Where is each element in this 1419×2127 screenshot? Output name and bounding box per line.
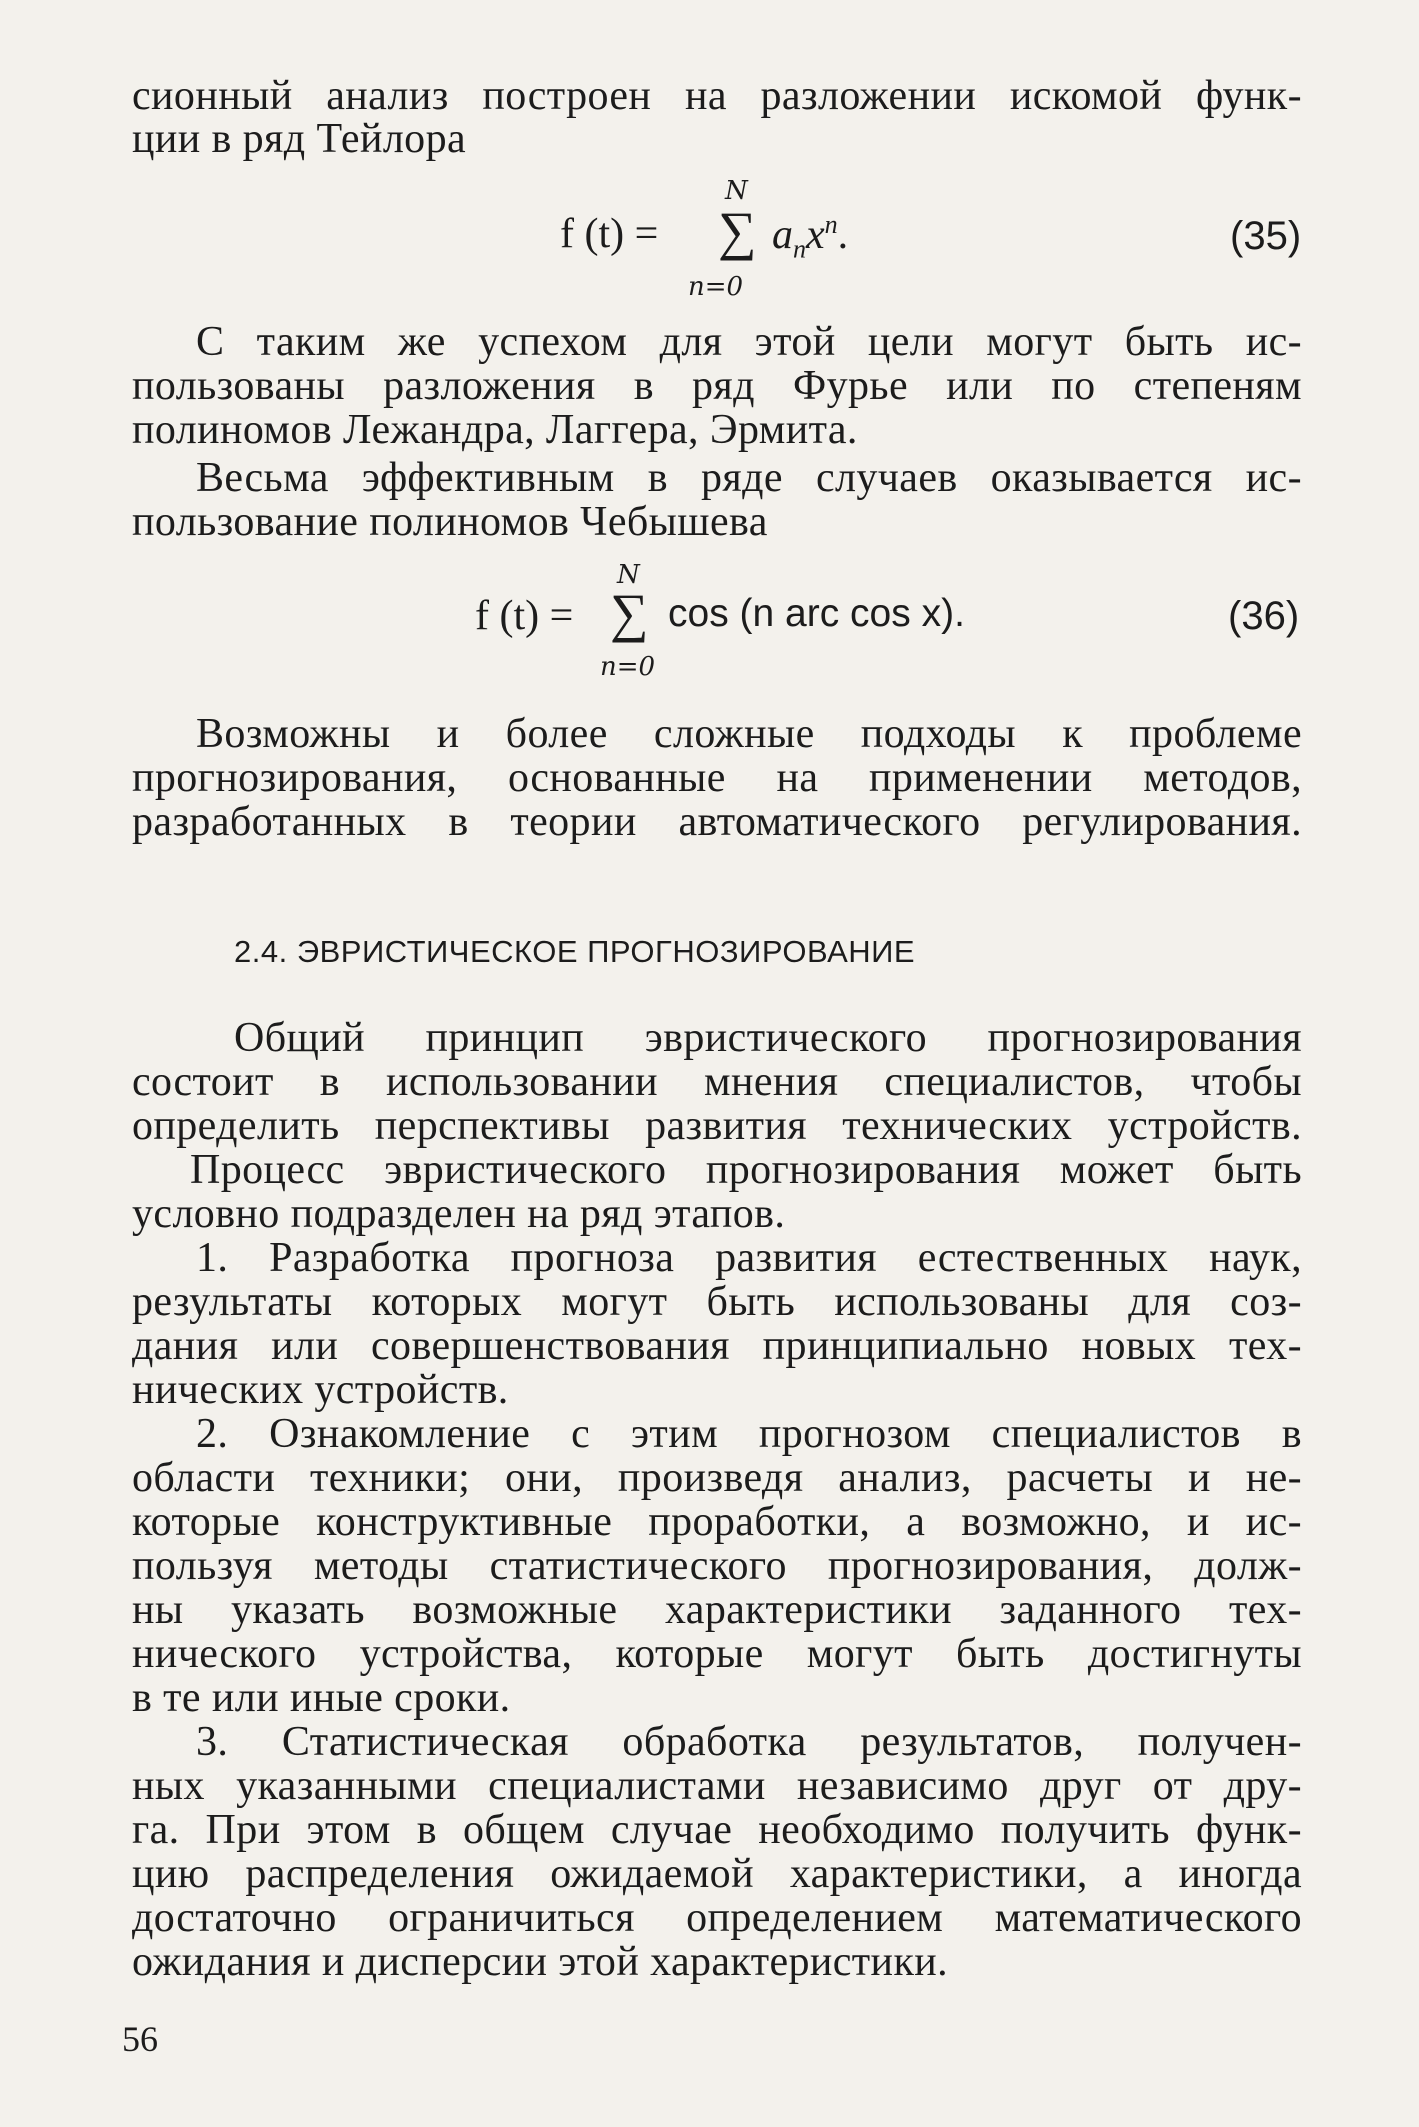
text-line: ожидания и дисперсии этой характеристики. — [132, 1939, 949, 1985]
equation-number: (35) — [1230, 214, 1302, 258]
text-line: 1. Разработка прогноза развития естественных наук, — [196, 1235, 1302, 1281]
text-line: результаты которых могут быть использованы для соз- — [132, 1279, 1302, 1325]
text-line: 2. Ознакомление с этим прогнозом специалистов в — [196, 1411, 1302, 1457]
text-line: нических устройств. — [132, 1367, 509, 1413]
exponent: n — [824, 210, 838, 239]
text-line: пользуя методы статистического прогнозирования, долж- — [132, 1543, 1302, 1589]
text-line: цию распределения ожидаемой характеристики, а иногда — [132, 1851, 1302, 1897]
text-line: ны указать возможные характеристики заданного тех- — [132, 1587, 1302, 1633]
text-line: сионный анализ построен на разложении искомой функ- — [132, 73, 1302, 119]
sum-upper-limit: N — [617, 560, 640, 590]
formula-period: . — [837, 212, 849, 258]
sigma-symbol: ∑ — [610, 583, 649, 643]
formula-rhs — [772, 210, 848, 264]
text-line: Общий принцип эвристического прогнозирования — [234, 1015, 1302, 1061]
page-number: 56 — [122, 2019, 158, 2059]
text-line: которые конструктивные проработки, а возможно, и ис- — [132, 1499, 1302, 1545]
sum-lower-limit: n=0 — [688, 272, 744, 302]
coefficient: a — [772, 212, 793, 258]
formula-lhs: f (t) = — [475, 593, 574, 639]
text-line: дания или совершенствования принципиально новых тех- — [132, 1323, 1302, 1369]
sum-upper-limit: N — [725, 176, 748, 206]
text-line: определить перспективы развития технических устройств. — [132, 1103, 1302, 1149]
text-line: 3. Статистическая обработка результатов, получен- — [196, 1719, 1302, 1765]
text-line: нического устройства, которые могут быть достигнуты — [132, 1631, 1302, 1677]
text-line: полиномов Лежандра, Лаггера, Эрмита. — [132, 407, 858, 453]
text-line: достаточно ограничиться определением математического — [132, 1895, 1302, 1941]
text-line: прогнозирования, основанные на применении методов, — [132, 755, 1302, 801]
text-line: Возможны и более сложные подходы к проблеме — [196, 711, 1302, 757]
sigma-symbol: ∑ — [718, 201, 757, 261]
coefficient-index: n — [793, 234, 806, 264]
text-line: Весьма эффективным в ряде случаев оказывается ис- — [196, 455, 1302, 501]
text-line: условно подразделен на ряд этапов. — [132, 1191, 786, 1237]
text-line: в те или иные сроки. — [132, 1675, 511, 1721]
text-line: области техники; они, произведя анализ, расчеты и не- — [132, 1455, 1302, 1501]
text-line: ции в ряд Тейлора — [132, 116, 467, 162]
section-heading: 2.4. ЭВРИСТИЧЕСКОЕ ПРОГНОЗИРОВАНИЕ — [234, 934, 916, 969]
equation-number: (36) — [1228, 594, 1300, 638]
formula-rhs: cos (n arc cos x). — [668, 592, 965, 635]
variable: x — [806, 212, 825, 258]
sum-lower-limit: n=0 — [600, 652, 656, 682]
text-line: С таким же успехом для этой цели могут быть ис- — [196, 319, 1302, 365]
text-line: разработанных в теории автоматического регулирования. — [132, 799, 1302, 845]
text-line: пользование полиномов Чебышева — [132, 499, 768, 545]
text-line: Процесс эвристического прогнозирования может быть — [190, 1147, 1302, 1193]
text-line: га. При этом в общем случае необходимо получить функ- — [132, 1807, 1302, 1853]
text-line: ных указанными специалистами независимо друг от дру- — [132, 1763, 1302, 1809]
formula-lhs: f (t) = — [560, 211, 659, 257]
text-line: пользованы разложения в ряд Фурье или по степеням — [132, 363, 1302, 409]
text-line: состоит в использовании мнения специалистов, чтобы — [132, 1059, 1302, 1105]
